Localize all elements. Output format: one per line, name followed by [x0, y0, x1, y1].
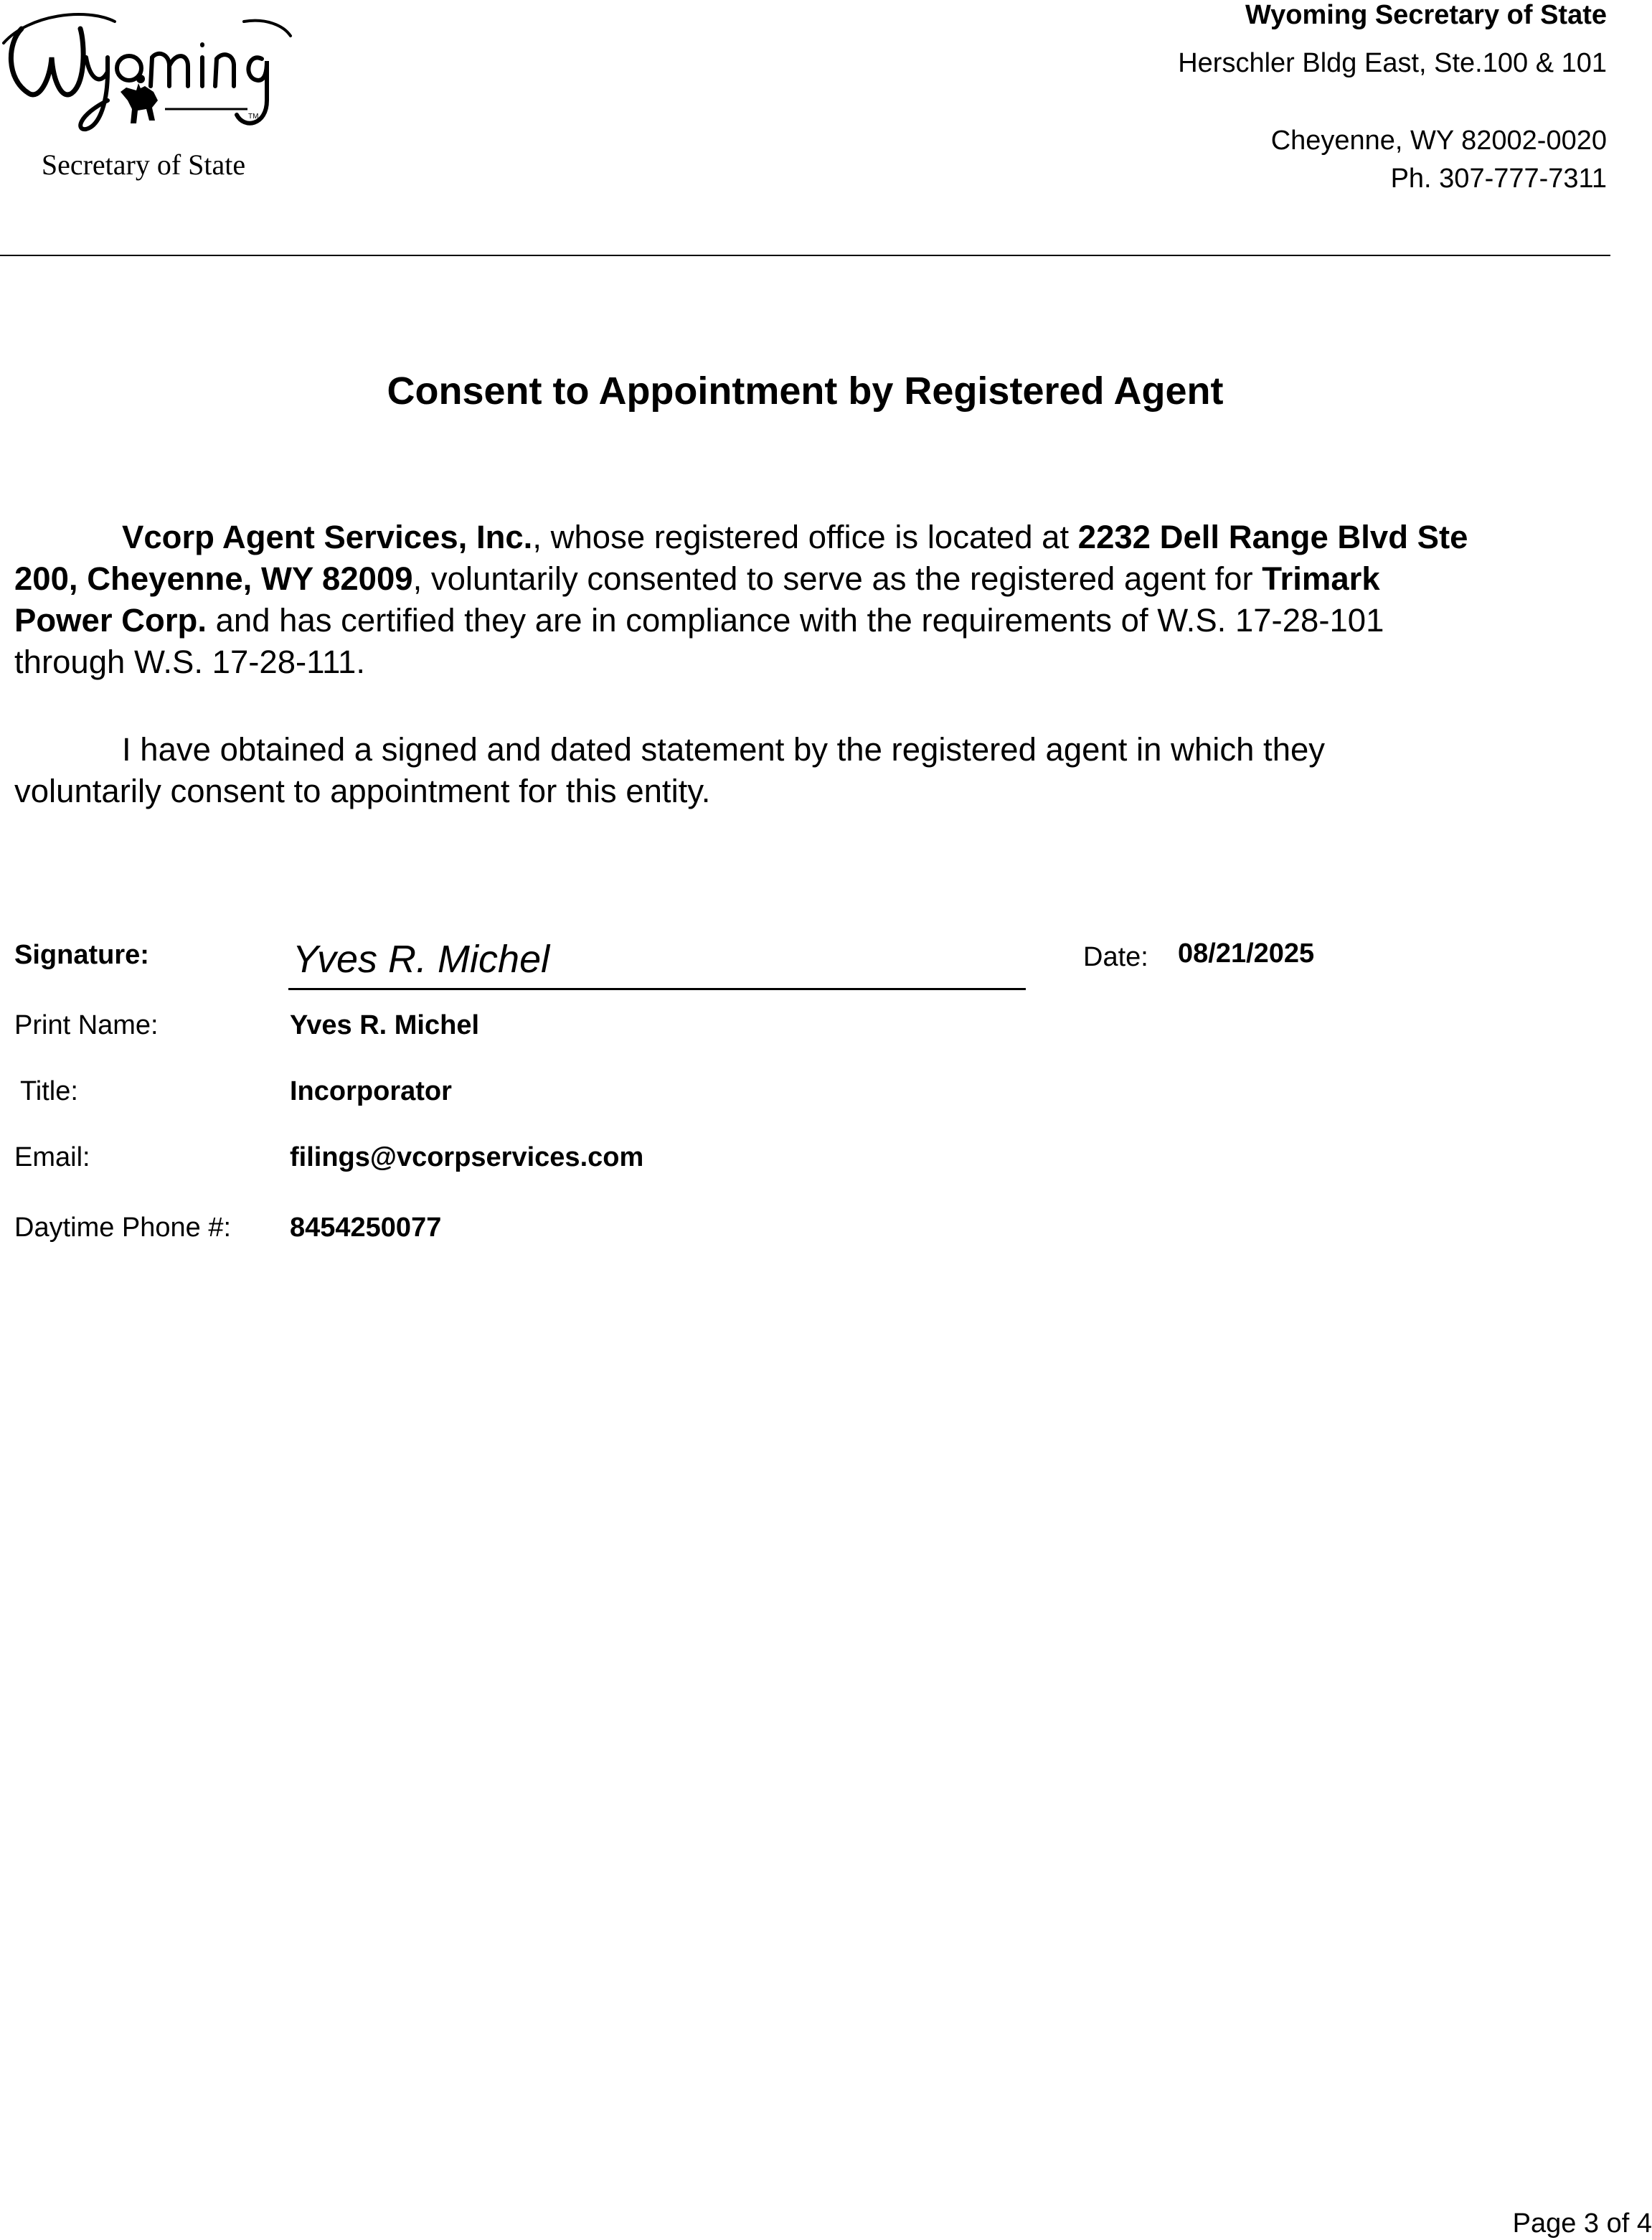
agent-address-cont: 200, Cheyenne, WY 82009 — [14, 560, 413, 597]
agent-address: 2232 Dell Range Blvd Ste — [1077, 519, 1468, 555]
print-name-label: Print Name: — [14, 1010, 159, 1040]
entity-name: Trimark — [1262, 560, 1380, 597]
paragraph-text: voluntarily consent to appointment for this entity. — [14, 773, 711, 809]
title-label: Title: — [20, 1076, 78, 1106]
statement-paragraph — [14, 729, 1610, 812]
logo-subtitle: Secretary of State — [41, 149, 246, 181]
office-phone: Ph. 307-777-7311 — [1390, 164, 1607, 194]
office-address-line2: Cheyenne, WY 82002-0020 — [1270, 126, 1607, 156]
agent-name: Vcorp Agent Services, Inc. — [122, 519, 533, 555]
email-value: filings@vcorpservices.com — [290, 1142, 644, 1172]
signature-label: Signature: — [14, 940, 149, 970]
document-title: Consent to Appointment by Registered Agent — [387, 370, 1224, 413]
paragraph-text: , voluntarily consented to serve as the registered agent for — [412, 560, 1262, 597]
svg-text:TM: TM — [248, 113, 259, 121]
paragraph-text: and has certified they are in compliance with the requirements of W.S. 17-28-101 — [206, 602, 1384, 639]
header-divider — [0, 255, 1610, 256]
date-value: 08/21/2025 — [1178, 938, 1315, 969]
phone-label: Daytime Phone #: — [14, 1213, 232, 1243]
paragraph-text: through W.S. 17-28-111. — [14, 644, 365, 680]
signature-line — [288, 988, 1026, 990]
paragraph-text: , whose registered office is located at — [532, 519, 1078, 555]
entity-name-cont: Power Corp. — [14, 602, 207, 639]
phone-value: 8454250077 — [290, 1213, 442, 1243]
wyoming-wordmark-icon — [0, 0, 301, 151]
wyoming-logo — [0, 0, 301, 194]
date-label: Date: — [1083, 942, 1148, 972]
print-name-value: Yves R. Michel — [290, 1010, 480, 1040]
consent-paragraph — [14, 517, 1610, 683]
page-number: Page 3 of 4 — [1512, 2208, 1652, 2239]
signature-value: Yves R. Michel — [293, 938, 550, 981]
paragraph-text: I have obtained a signed and dated statement by the registered agent in which they — [122, 731, 1326, 768]
email-label: Email: — [14, 1142, 90, 1172]
office-address-line1: Herschler Bldg East, Ste.100 & 101 — [1178, 48, 1607, 78]
office-name: Wyoming Secretary of State — [1245, 0, 1607, 30]
title-value: Incorporator — [290, 1076, 452, 1106]
